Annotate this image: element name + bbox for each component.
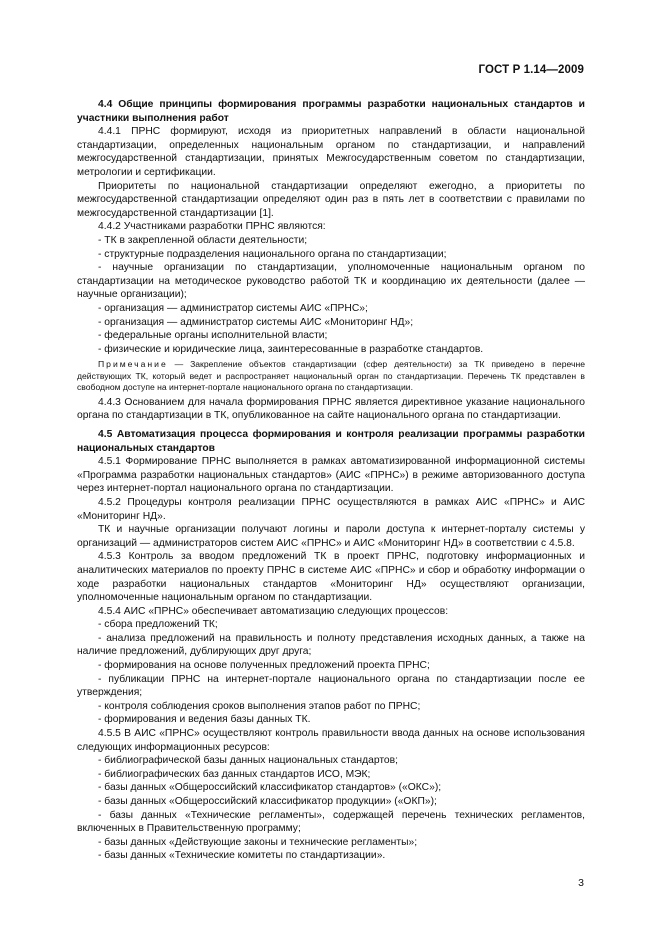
body-paragraph: 4.4.1 ПРНС формируют, исходя из приоритетных направлений в области национальной стандартизации, определенных национальным органом по стандартизации, и направлений межгосударственной стандартизации, принятых Межгосударственным советом по стандартизации, метрологии и сертификации. xyxy=(77,126,585,178)
page-number: 3 xyxy=(578,877,584,889)
body-paragraph: - организация — администратор системы АИС «Мониторинг НД»; xyxy=(98,316,414,328)
note-label: Примечание xyxy=(98,359,168,370)
body-paragraph: - базы данных «Технические регламенты», содержащей перечень технических регламентов, включенных в Правительственную программу; xyxy=(77,809,585,835)
document-header-code: ГОСТ Р 1.14—2009 xyxy=(478,64,584,76)
body-paragraph: - библиографических баз данных стандартов ИСО, МЭК; xyxy=(98,768,371,780)
body-paragraph: 4.5.5 В АИС «ПРНС» осуществляют контроль правильности ввода данных на основе использования следующих информационных ресурсов: xyxy=(77,728,585,753)
section-heading: 4.5 Автоматизация процесса формирования и контроля реализации программы разработки национальных стандартов xyxy=(77,428,585,454)
body-paragraph: - физические и юридические лица, заинтересованные в разработке стандартов. xyxy=(98,343,484,355)
body-paragraph: - базы данных «Общероссийский классификатор стандартов» («ОКС»); xyxy=(98,782,442,794)
body-paragraph: - библиографической базы данных национальных стандартов; xyxy=(98,755,398,767)
body-paragraph: - базы данных «Технические комитеты по стандартизации». xyxy=(98,850,386,862)
document-body xyxy=(77,96,585,863)
body-paragraph: - ТК в закрепленной области деятельности; xyxy=(98,234,308,246)
body-paragraph: - федеральные органы исполнительной власти; xyxy=(98,330,328,342)
body-paragraph: - сбора предложений ТК; xyxy=(98,619,218,631)
body-paragraph: - научные организации по стандартизации, уполномоченные национальным органом по стандартизации на методическое руководство работой ТК и координацию их деятельности (далее — научные организации); xyxy=(77,262,585,301)
body-paragraph: 4.4.2 Участниками разработки ПРНС являются: xyxy=(98,221,326,233)
body-paragraph: - публикации ПРНС на интернет-портале национального органа по стандартизации после ее утверждения; xyxy=(77,673,585,699)
section-heading: 4.4 Общие принципы формирования программы разработки национальных стандартов и участники выполнения работ xyxy=(77,99,585,124)
body-paragraph: - формирования на основе полученных предложений проекта ПРНС; xyxy=(98,660,430,672)
body-paragraph: 4.5.1 Формирование ПРНС выполняется в рамках автоматизированной информационной системы «Программа разработки национальных стандартов» (АИС «ПРНС») в режиме авторизованного доступа через интернет-портал национального органа по стандартизации. xyxy=(77,456,585,495)
body-paragraph: 4.5.2 Процедуры контроля реализации ПРНС осуществляются в рамках АИС «ПРНС» и АИС «Мониторинг НД». xyxy=(77,496,585,522)
body-paragraph: - анализа предложений на правильность и полноту представления исходных данных, а также на наличие предложений, дублирующих друг друга; xyxy=(77,632,585,658)
body-paragraph: - формирования и ведения базы данных ТК. xyxy=(98,714,311,726)
body-paragraph: 4.4.3 Основанием для начала формирования ПРНС является директивное указание национального органа по стандартизации в ТК, опубликованное на сайте национального органа по стандартизации. xyxy=(77,396,585,422)
body-paragraph: ТК и научные организации получают логины и пароли доступа к интернет-порталу системы у организаций — администраторов систем АИС «ПРНС» и АИС «Мониторинг НД» в соответствии с 4.5.8. xyxy=(77,524,585,549)
note-text: — Закрепление объектов стандартизации (сфер деятельности) за ТК приведено в перечне действующих ТК, который ведет и распространяет национальный орган по стандартизации. Перечень ТК представлен в свободном доступе на интернет-портале национального органа по стандартизации. xyxy=(77,359,585,393)
body-paragraph: - базы данных «Действующие законы и технические регламенты»; xyxy=(98,836,418,848)
body-paragraph: - организация — администратор системы АИС «ПРНС»; xyxy=(98,302,368,314)
body-paragraph: 4.5.3 Контроль за вводом предложений ТК в проект ПРНС, подготовку информационных и аналитических материалов по проекту ПРНС в системе АИС «ПРНС» и сбор и обработку информации о ходе разработки национальных стандартов «Мониторинг НД» осуществляют организации, уполномоченные национальным органом по стандартизации. xyxy=(77,551,585,604)
body-paragraph: Приоритеты по национальной стандартизации определяют ежегодно, а приоритеты по межгосударственной стандартизации определяют один раз в пять лет в соответствии с правилами по межгосударственной стандартизации [1]. xyxy=(77,180,585,219)
body-paragraph: 4.5.4 АИС «ПРНС» обеспечивает автоматизацию следующих процессов: xyxy=(98,605,449,617)
body-paragraph: - структурные подразделения национального органа по стандартизации; xyxy=(98,248,447,260)
body-paragraph: - контроля соблюдения сроков выполнения этапов работ по ПРНС; xyxy=(98,700,421,712)
body-paragraph: - базы данных «Общероссийский классификатор продукции» («ОКП»); xyxy=(98,796,437,807)
note-paragraph xyxy=(77,359,585,394)
